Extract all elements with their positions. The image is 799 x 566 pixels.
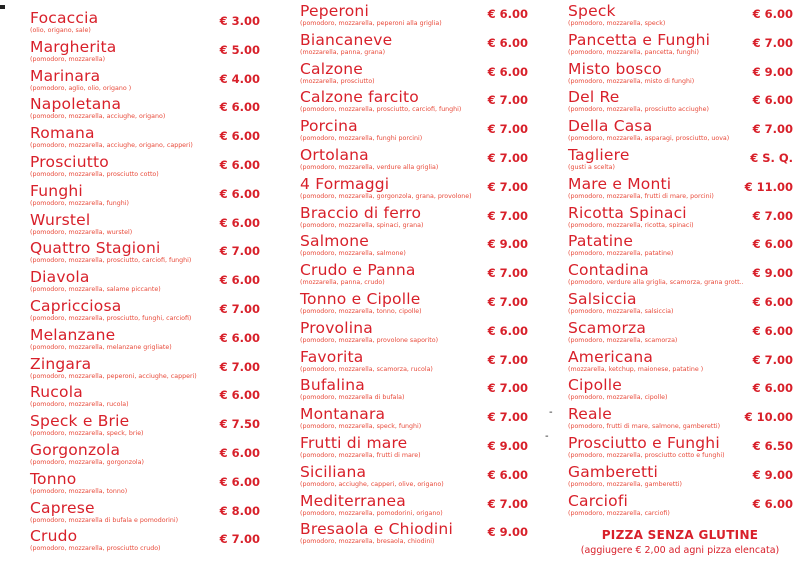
pizza-name: Prosciutto e Funghi — [568, 434, 720, 452]
pizza-price: € 6.00 — [487, 64, 528, 79]
pizza-ingredients: (pomodoro, mozzarella, funghi) — [30, 199, 129, 207]
pizza-name: Capricciosa — [30, 297, 122, 315]
gluten-free-title: PIZZA SENZA GLUTINE — [601, 528, 759, 542]
pizza-ingredients: (pomodoro, mozzarella, speck, brie) — [30, 430, 144, 438]
pizza-name: Montanara — [300, 405, 386, 424]
pizza-ingredients: (pomodoro, mozzarella, provolone saporito) — [300, 336, 439, 344]
menu-item — [568, 32, 793, 61]
pizza-price: € 9.00 — [752, 467, 793, 482]
pizza-ingredients: (pomodoro, mozzarella, tonno) — [30, 487, 128, 495]
pizza-ingredients: (pomodoro, mozzarella, peperoni alla griglia) — [300, 20, 442, 27]
pizza-ingredients: (pomodoro, mozzarella, tonno, cipolle) — [300, 308, 422, 315]
pizza-name: 4 Formaggi — [300, 174, 390, 193]
pizza-ingredients: (pomodoro, mozzarella, bresaola, chiodini) — [300, 538, 435, 546]
pizza-name: Crudo — [30, 527, 78, 546]
pizza-ingredients: (gusti a scelta) — [568, 164, 615, 171]
pizza-price: € 6.00 — [752, 496, 793, 511]
pizza-name: Siciliana — [300, 462, 367, 481]
pizza-price: € 7.00 — [487, 381, 528, 396]
menu-item — [300, 262, 528, 291]
menu-item — [568, 262, 793, 291]
menu-item — [568, 377, 793, 406]
pizza-name: Ortolana — [300, 146, 369, 164]
pizza-ingredients: (pomodoro, mozzarella, speck) — [568, 20, 666, 27]
menu-item — [30, 356, 260, 385]
pizza-name: Prosciutto — [30, 153, 109, 171]
pizza-ingredients: (pomodoro, mozzarella, verdure alla griglia) — [300, 164, 439, 171]
pizza-ingredients: (pomodoro, mozzarella, pancetta, funghi) — [568, 48, 699, 56]
pizza-price: € 7.00 — [487, 179, 528, 194]
pizza-price: € 7.00 — [752, 352, 793, 367]
pizza-name: Reale — [568, 405, 612, 424]
menu-item — [568, 89, 793, 118]
pizza-name: Bresaola e Chiodini — [300, 520, 453, 539]
pizza-price: € 7.00 — [752, 122, 793, 137]
pizza-price: € 6.00 — [219, 158, 260, 172]
pizza-name: Carciofi — [568, 491, 629, 510]
pizza-ingredients: (pomodoro, mozzarella, speck, funghi) — [300, 423, 422, 431]
pizza-name: Scamorza — [568, 318, 647, 337]
pizza-price: € 9.00 — [487, 525, 528, 540]
pizza-ingredients: (mozzarella, panna, crudo) — [300, 279, 385, 287]
pizza-name: Focaccia — [30, 9, 99, 27]
pizza-name: Napoletana — [30, 95, 122, 114]
pizza-price: € 7.00 — [487, 295, 528, 309]
pizza-price: € 7.00 — [752, 35, 793, 50]
pizza-name: Contadina — [568, 261, 649, 280]
menu-item — [30, 154, 260, 183]
menu-item — [300, 176, 528, 205]
pizza-name: Margherita — [30, 37, 117, 56]
menu-item — [568, 61, 793, 90]
pizza-ingredients: (pomodoro, mozzarella, funghi porcini) — [300, 135, 423, 143]
menu-item — [30, 500, 260, 529]
pizza-name: Cipolle — [568, 376, 623, 395]
menu-item — [568, 464, 793, 493]
pizza-price: € 6.00 — [752, 237, 793, 252]
pizza-price: € 6.00 — [219, 186, 260, 201]
pizza-name: Rucola — [30, 383, 83, 402]
menu-item — [300, 521, 528, 550]
pizza-price: € 8.00 — [219, 503, 260, 518]
pizza-ingredients: (pomodoro, mozzarella, spinaci, grana) — [300, 221, 424, 229]
menu-item — [300, 205, 528, 234]
pizza-name: Misto bosco — [568, 59, 662, 78]
pizza-ingredients: (pomodoro, mozzarella, gorgonzola) — [30, 459, 144, 466]
pizza-name: Tonno — [30, 469, 77, 488]
pizza-price: € 11.00 — [744, 179, 793, 194]
pizza-ingredients: (pomodoro, mozzarella, pomodorini, origano) — [300, 509, 443, 517]
menu-item — [300, 406, 528, 435]
corner-mark — [0, 5, 5, 9]
pizza-name: Braccio di ferro — [300, 203, 422, 222]
menu-item — [30, 269, 260, 298]
pizza-ingredients: (mozzarella, ketchup, maionese, patatine ) — [568, 365, 704, 373]
menu-item — [30, 298, 260, 327]
pizza-name: Diavola — [30, 268, 90, 287]
pizza-name: Salmone — [300, 232, 369, 251]
pizza-ingredients: (pomodoro, mozzarella, melanzane grigliate) — [30, 343, 172, 351]
pizza-ingredients: (pomodoro, frutti di mare, salmone, gamberetti) — [568, 423, 721, 431]
pizza-ingredients: (pomodoro, verdure alla griglia, scamorza, grana grott.. — [568, 279, 744, 287]
pizza-price: € 7.00 — [219, 302, 260, 316]
pizza-name: Gamberetti — [568, 462, 659, 481]
scan-dash: - — [545, 431, 549, 442]
pizza-ingredients: (pomodoro, mozzarella, prosciutto cotto e funghi) — [568, 452, 725, 459]
pizza-price: € S. Q. — [750, 151, 793, 165]
pizza-ingredients: (pomodoro, mozzarella, gamberetti) — [568, 480, 682, 488]
pizza-ingredients: (pomodoro, mozzarella, acciughe, origano, capperi) — [30, 142, 193, 150]
pizza-ingredients: (pomodoro, acciughe, capperi, olive, origano) — [300, 480, 444, 488]
pizza-ingredients: (pomodoro, mozzarella di bufala e pomodorini) — [30, 516, 179, 524]
pizza-price: € 10.00 — [744, 410, 793, 425]
menu-item — [30, 442, 260, 471]
pizza-ingredients: (mozzarella, panna, grana) — [300, 48, 386, 56]
menu-item — [30, 96, 260, 125]
pizza-ingredients: (pomodoro, mozzarella, scamorza, rucola) — [300, 365, 433, 373]
pizza-ingredients: (pomodoro, mozzarella) — [30, 55, 106, 63]
menu-item — [30, 212, 260, 241]
pizza-name: Favorita — [300, 347, 364, 366]
pizza-price: € 7.00 — [487, 93, 528, 108]
pizza-name: Tagliere — [568, 146, 630, 164]
pizza-ingredients: (pomodoro, mozzarella, prosciutto cotto) — [30, 171, 159, 178]
menu-item — [300, 493, 528, 522]
pizza-ingredients: (pomodoro, mozzarella, misto di funghi) — [568, 77, 695, 85]
menu-item — [300, 320, 528, 349]
pizza-name: Mediterranea — [300, 491, 406, 510]
pizza-ingredients: (pomodoro, mozzarella, carciofi) — [568, 509, 670, 517]
menu-item — [30, 10, 260, 39]
pizza-price: € 5.00 — [219, 42, 260, 57]
menu-item — [568, 205, 793, 234]
pizza-ingredients: (pomodoro, mozzarella, prosciutto, carciofi, funghi) — [30, 257, 192, 265]
menu-item — [300, 32, 528, 61]
pizza-price: € 3.00 — [219, 14, 260, 28]
pizza-name: Della Casa — [568, 117, 653, 136]
menu-item — [300, 61, 528, 90]
menu-item — [568, 349, 793, 378]
menu-item — [300, 3, 528, 32]
menu-item — [568, 147, 793, 176]
pizza-ingredients: (pomodoro, mozzarella, frutti di mare, porcini) — [568, 192, 714, 200]
pizza-name: Calzone — [300, 59, 364, 78]
menu-item — [30, 68, 260, 97]
pizza-price: € 7.00 — [487, 352, 528, 367]
menu-item — [568, 406, 793, 435]
pizza-name: Del Re — [568, 88, 620, 107]
pizza-name: Quattro Stagioni — [30, 239, 161, 258]
pizza-price: € 9.00 — [752, 266, 793, 281]
pizza-name: Mare e Monti — [568, 174, 672, 193]
pizza-name: Gorgonzola — [30, 441, 121, 459]
pizza-price: € 7.00 — [219, 359, 260, 374]
menu-item — [300, 89, 528, 118]
pizza-price: € 7.00 — [487, 266, 528, 281]
menu-item — [300, 291, 528, 320]
pizza-ingredients: (pomodoro, mozzarella, salsiccia) — [568, 308, 674, 315]
pizza-price: € 7.00 — [487, 410, 528, 425]
pizza-name: Caprese — [30, 498, 95, 517]
pizza-price: € 7.00 — [487, 122, 528, 137]
pizza-ingredients: (pomodoro, aglio, olio, origano ) — [30, 84, 132, 92]
pizza-name: Wurstel — [30, 210, 91, 229]
pizza-ingredients: (pomodoro, mozzarella, gorgonzola, grana, provolone) — [300, 192, 472, 200]
menu-item — [568, 3, 793, 32]
menu-item — [568, 320, 793, 349]
pizza-ingredients: (pomodoro, mozzarella di bufala) — [300, 394, 405, 402]
menu-item — [568, 435, 793, 464]
menu-item — [300, 349, 528, 378]
pizza-price: € 6.50 — [752, 439, 793, 453]
menu-item — [300, 233, 528, 262]
menu-item — [300, 118, 528, 147]
pizza-ingredients: (pomodoro, mozzarella, salame piccante) — [30, 286, 161, 294]
pizza-price: € 7.00 — [219, 244, 260, 259]
pizza-price: € 7.00 — [752, 208, 793, 223]
menu-item — [300, 435, 528, 464]
pizza-price: € 6.00 — [487, 35, 528, 50]
pizza-ingredients: (pomodoro, mozzarella, peperoni, acciughe, capperi) — [30, 372, 197, 380]
pizza-name: Peperoni — [300, 2, 369, 20]
pizza-ingredients: (pomodoro, mozzarella, wurstel) — [30, 228, 133, 236]
pizza-ingredients: (pomodoro, mozzarella, patatine) — [568, 250, 674, 258]
pizza-price: € 6.00 — [219, 474, 260, 489]
pizza-name: Biancaneve — [300, 30, 393, 49]
pizza-price: € 6.00 — [487, 323, 528, 338]
menu-item — [568, 118, 793, 147]
menu-item — [30, 471, 260, 500]
pizza-price: € 6.00 — [219, 388, 260, 403]
pizza-price: € 6.00 — [752, 323, 793, 338]
menu-item — [30, 125, 260, 154]
pizza-price: € 6.00 — [219, 215, 260, 230]
pizza-name: Romana — [30, 124, 95, 143]
pizza-price: € 6.00 — [219, 273, 260, 288]
pizza-price: € 9.00 — [487, 439, 528, 453]
menu-item — [30, 384, 260, 413]
menu-item — [300, 377, 528, 406]
menu-item — [30, 240, 260, 269]
pizza-price: € 4.00 — [219, 71, 260, 86]
pizza-ingredients: (pomodoro, mozzarella, scamorza) — [568, 336, 678, 344]
pizza-ingredients: (pomodoro, mozzarella, acciughe, origano) — [30, 113, 166, 121]
menu-item — [568, 493, 793, 522]
menu-item — [30, 528, 260, 557]
pizza-ingredients: (pomodoro, mozzarella, salmone) — [300, 250, 406, 258]
pizza-name: Frutti di mare — [300, 434, 408, 452]
menu-item — [568, 176, 793, 205]
pizza-name: Pancetta e Funghi — [568, 30, 711, 49]
pizza-price: € 7.00 — [487, 151, 528, 165]
pizza-price: € 6.00 — [752, 381, 793, 396]
pizza-ingredients: (pomodoro, mozzarella, prosciutto acciughe) — [568, 106, 710, 114]
pizza-price: € 7.00 — [487, 496, 528, 511]
menu-item — [568, 233, 793, 262]
pizza-name: Zingara — [30, 354, 92, 373]
pizza-name: Marinara — [30, 66, 101, 85]
pizza-name: Tonno e Cipolle — [300, 290, 421, 308]
pizza-name: Bufalina — [300, 376, 365, 395]
menu-item — [568, 291, 793, 320]
gluten-free-note: (aggiugere € 2,00 ad agni pizza elencata) — [580, 545, 780, 556]
pizza-price: € 6.00 — [219, 129, 260, 144]
pizza-ingredients: (mozzarella, prosciutto) — [300, 77, 375, 85]
pizza-price: € 7.00 — [219, 532, 260, 547]
pizza-price: € 6.00 — [219, 100, 260, 115]
pizza-name: Calzone farcito — [300, 88, 419, 107]
pizza-ingredients: (pomodoro, mozzarella, frutti di mare) — [300, 452, 421, 459]
menu-item — [30, 413, 260, 442]
pizza-ingredients: (pomodoro, mozzarella, ricotta, spinaci) — [568, 221, 694, 229]
pizza-name: Patatine — [568, 232, 634, 251]
pizza-price: € 6.00 — [487, 7, 528, 21]
menu-item — [300, 464, 528, 493]
pizza-name: Americana — [568, 347, 654, 366]
menu-item — [30, 327, 260, 356]
pizza-ingredients: (pomodoro, mozzarella, cipolle) — [568, 394, 668, 402]
pizza-name: Crudo e Panna — [300, 261, 416, 280]
pizza-name: Speck e Brie — [30, 412, 130, 431]
menu-item — [300, 147, 528, 176]
menu-item — [30, 183, 260, 212]
pizza-price: € 7.50 — [219, 417, 260, 432]
pizza-price: € 6.00 — [752, 93, 793, 108]
pizza-ingredients: (pomodoro, mozzarella, asparagi, prosciutto, uova) — [568, 135, 730, 143]
menu-item — [30, 39, 260, 68]
pizza-ingredients: (pomodoro, mozzarella, prosciutto, funghi, carciofi) — [30, 315, 192, 322]
pizza-name: Speck — [568, 2, 616, 20]
pizza-price: € 7.00 — [487, 208, 528, 223]
pizza-price: € 6.00 — [219, 446, 260, 460]
pizza-name: Ricotta Spinaci — [568, 203, 687, 222]
scan-dash: - — [549, 407, 553, 418]
pizza-name: Melanzane — [30, 325, 116, 344]
pizza-name: Funghi — [30, 181, 83, 200]
pizza-ingredients: (olio, origano, sale) — [30, 27, 91, 34]
pizza-name: Porcina — [300, 117, 358, 136]
pizza-price: € 6.00 — [219, 330, 260, 345]
pizza-price: € 9.00 — [487, 237, 528, 252]
pizza-price: € 9.00 — [752, 64, 793, 79]
pizza-price: € 6.00 — [752, 7, 793, 21]
pizza-name: Provolina — [300, 318, 373, 337]
pizza-ingredients: (pomodoro, mozzarella, prosciutto crudo) — [30, 545, 161, 553]
pizza-ingredients: (pomodoro, mozzarella, rucola) — [30, 401, 129, 409]
pizza-price: € 6.00 — [487, 467, 528, 482]
pizza-name: Salsiccia — [568, 290, 637, 308]
pizza-ingredients: (pomodoro, mozzarella, prosciutto, carciofi, funghi) — [300, 106, 462, 114]
pizza-price: € 6.00 — [752, 295, 793, 309]
